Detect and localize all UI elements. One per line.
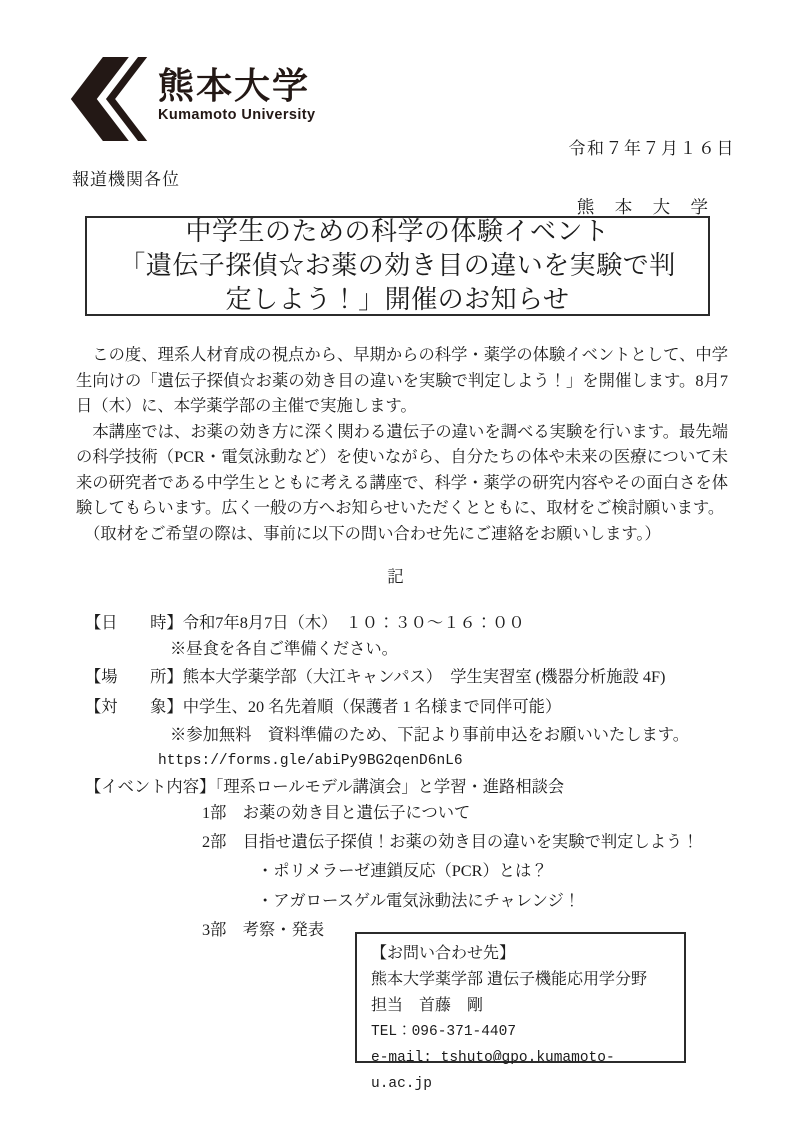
contact-box — [355, 932, 686, 1092]
content-label: 【イベント内容】 — [85, 777, 216, 796]
body-paragraph-2: 本講座では、お薬の効き方に深く関わる遺伝子の違いを調べる実験を行います。最先端の科学技術（PCR・電気泳動など）を使いながら、自分たちの体や未来の医療について未来の研究者である中学生とともに考える講座で、科学・薬学の研究内容やその面白さを体験してもらいます。広く一般の方へお知らせいただくとともに、取材をご検討願います。 — [76, 421, 728, 517]
detail-place — [85, 664, 750, 690]
sender-line: 熊 本 大 学 — [576, 197, 716, 217]
datetime-value: 令和7年8月7日（木） １０：３０～１６：００ — [182, 613, 525, 632]
document-date: 令和７年７月１６日 — [568, 139, 735, 158]
program-part-3: 3部 考察・発表 — [202, 920, 325, 939]
contact-tel: TEL：096-371-4407 — [371, 1024, 517, 1040]
program-sub-item-1: ・ポリメラーゼ連鎖反応（PCR）とは？ — [257, 861, 548, 880]
chevron-logo-icon — [70, 57, 148, 141]
datetime-note: ※昼食を各自ご準備ください。 — [170, 639, 398, 658]
kumamoto-university-logo — [70, 57, 315, 141]
body-paragraph-1: この度、理系人材育成の視点から、早期からの科学・薬学の体験イベントとして、中学生向けの「遺伝子探偵☆お薬の効き目の違いを実験で判定しよう！」を開催します。8月7日（木）に、本学薬学部の主催で実施します。 — [76, 345, 728, 415]
body-paragraph-3: （取材をご希望の際は、事前に以下の問い合わせ先にご連絡をお願いします。） — [76, 523, 661, 543]
target-label: 【対 象】 — [85, 697, 183, 716]
contact-title: 【お問い合わせ先】 — [371, 945, 516, 962]
detail-datetime — [85, 610, 750, 636]
logo-name-en: Kumamoto University — [158, 106, 316, 123]
program-part-2: 2部 目指せ遺伝子探偵！お薬の効き目の違いを実験で判定しよう！ — [202, 832, 699, 851]
logo-text — [158, 57, 315, 123]
application-url-link[interactable]: https://forms.gle/abiPy9BG2qenD6nL6 — [158, 753, 463, 769]
ki-marker: 記 — [387, 567, 407, 586]
place-value: 熊本大学薬学部（大江キャンパス） 学生実習室 (機器分析施設 4F) — [182, 667, 666, 686]
title-line-3: 定しよう！」開催のお知らせ — [225, 285, 570, 314]
title-box — [85, 216, 710, 316]
contact-email-link[interactable]: e-mail: tshuto@gpo.kumamoto-u.ac.jp — [371, 1050, 615, 1092]
detail-content — [85, 774, 750, 800]
content-value: 「理系ロールモデル講演会」と学習・進路相談会 — [215, 777, 565, 796]
target-note: ※参加無料 資料準備のため、下記より事前申込をお願いいたします。 — [170, 725, 690, 744]
datetime-label: 【日 時】 — [85, 613, 183, 632]
program-sub-item-2: ・アガロースゲル電気泳動法にチャレンジ！ — [257, 891, 581, 910]
logo-name-ja: 熊本大学 — [158, 65, 311, 106]
target-value: 中学生、20 名先着順（保護者 1 名様まで同伴可能） — [182, 697, 562, 716]
recipient-line: 報道機関各位 — [72, 170, 180, 189]
program-part-1: 1部 お薬の効き目と遺伝子について — [202, 803, 471, 822]
event-details — [85, 610, 750, 943]
title-line-1: 中学生のための科学の体験イベント — [185, 217, 610, 246]
contact-org: 熊本大学薬学部 遺伝子機能応用学分野 — [371, 971, 648, 988]
place-label: 【場 所】 — [85, 667, 183, 686]
contact-person: 担当 首藤 剛 — [371, 997, 484, 1014]
body-text — [76, 342, 728, 546]
title-line-2: 「遺伝子探偵☆お薬の効き目の違いを実験で判 — [119, 251, 676, 280]
detail-target — [85, 694, 750, 720]
